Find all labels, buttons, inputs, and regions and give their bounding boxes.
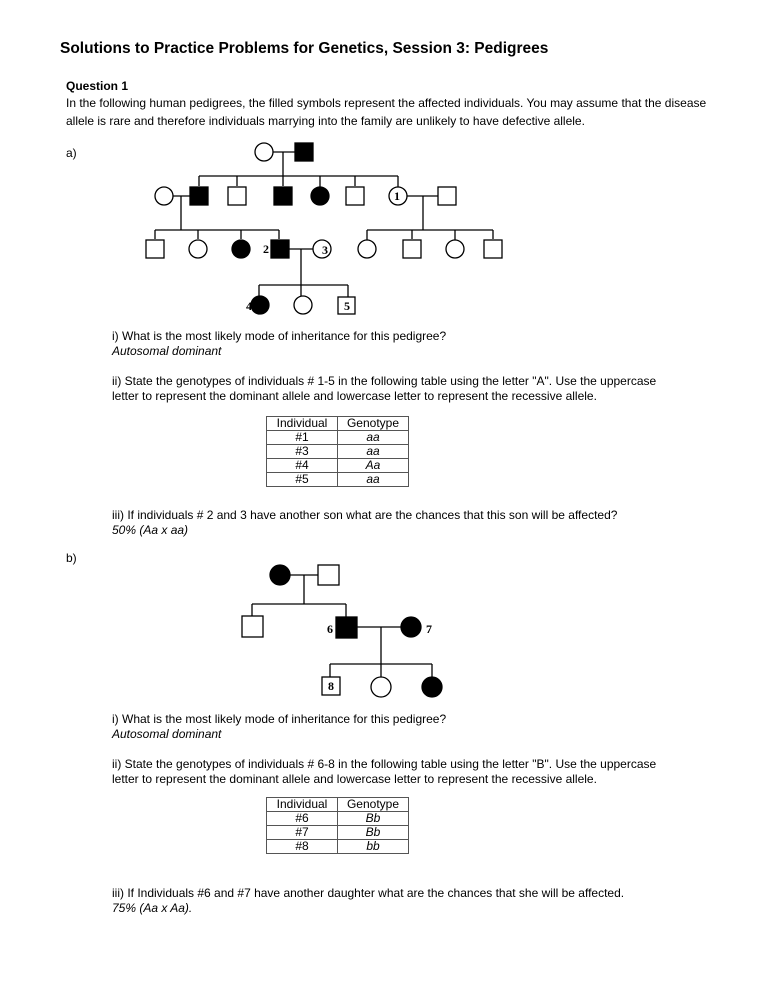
part-a-q1: i) What is the most likely mode of inheritance for this pedigree?	[112, 329, 447, 343]
part-b-a1: Autosomal dominant	[112, 727, 222, 741]
individual-cell: #8	[267, 840, 338, 854]
individual-7-symbol	[401, 617, 421, 637]
part-a-q2-line2: letter to represent the dominant allele and lowercase letter to represent the recessive allele.	[112, 389, 597, 403]
individual-cell: #4	[267, 459, 338, 473]
individual-cell: #7	[267, 826, 338, 840]
table-row	[267, 840, 409, 854]
individual-cell: #5	[267, 473, 338, 487]
genotype-cell: aa	[338, 445, 409, 459]
header-individual: Individual	[267, 417, 338, 431]
part-b-q2-line2: letter to represent the dominant allele and lowercase letter to represent the recessive allele.	[112, 772, 597, 786]
label-6: 6	[327, 622, 333, 636]
genotype-cell: Bb	[338, 826, 409, 840]
label-3: 3	[322, 243, 328, 257]
genotype-cell: aa	[338, 431, 409, 445]
label-7: 7	[426, 622, 432, 636]
label-1: 1	[394, 189, 400, 203]
male-unaffected-symbol	[318, 565, 339, 585]
genotype-cell: bb	[338, 840, 409, 854]
part-a-a1: Autosomal dominant	[112, 344, 222, 358]
individual-cell: #1	[267, 431, 338, 445]
male-unaffected-symbol	[242, 616, 263, 637]
part-a-label: a)	[66, 146, 77, 160]
part-b-a3: 75% (Aa x Aa).	[112, 901, 193, 915]
table-header-row	[267, 798, 409, 812]
part-a-q2-line1: ii) State the genotypes of individuals # 1-5 in the following table using the letter "A". Use the uppercase	[112, 374, 657, 388]
header-genotype: Genotype	[338, 798, 409, 812]
header-individual: Individual	[267, 798, 338, 812]
label-5: 5	[344, 299, 350, 313]
part-a-a3: 50% (Aa x aa)	[112, 523, 189, 537]
part-b-q1: i) What is the most likely mode of inheritance for this pedigree?	[112, 712, 447, 726]
question-1-intro: In the following human pedigrees, the filled symbols represent the affected individuals. You may assume that the disease allele is rare and therefore individuals marrying into the family are unlikely to have defective allele.	[66, 96, 707, 128]
female-affected-symbol	[422, 677, 442, 697]
part-a-q3: iii) If individuals # 2 and 3 have another son what are the chances that this son will be affected?	[112, 508, 618, 522]
table-row	[267, 826, 409, 840]
part-b-q2-line1: ii) State the genotypes of individuals # 6-8 in the following table using the letter "B". Use the uppercase	[112, 757, 657, 771]
individual-6-symbol	[336, 617, 357, 638]
label-4: 4	[246, 299, 252, 313]
question-1-heading: Question 1	[66, 79, 129, 93]
header-genotype: Genotype	[338, 417, 409, 431]
genotype-table-b	[266, 797, 409, 854]
label-2: 2	[263, 242, 269, 256]
table-row	[267, 812, 409, 826]
individual-cell: #3	[267, 445, 338, 459]
part-b-q3: iii) If Individuals #6 and #7 have another daughter what are the chances that she will be affected.	[112, 886, 625, 900]
part-b-label: b)	[66, 551, 77, 565]
genotype-cell: Aa	[338, 459, 409, 473]
page-title: Solutions to Practice Problems for Genetics, Session 3: Pedigrees	[60, 40, 549, 57]
female-affected-symbol	[270, 565, 290, 585]
genotype-cell: aa	[338, 473, 409, 487]
individual-cell: #6	[267, 812, 338, 826]
label-8: 8	[328, 679, 334, 693]
female-unaffected-symbol	[371, 677, 391, 697]
genotype-cell: Bb	[338, 812, 409, 826]
